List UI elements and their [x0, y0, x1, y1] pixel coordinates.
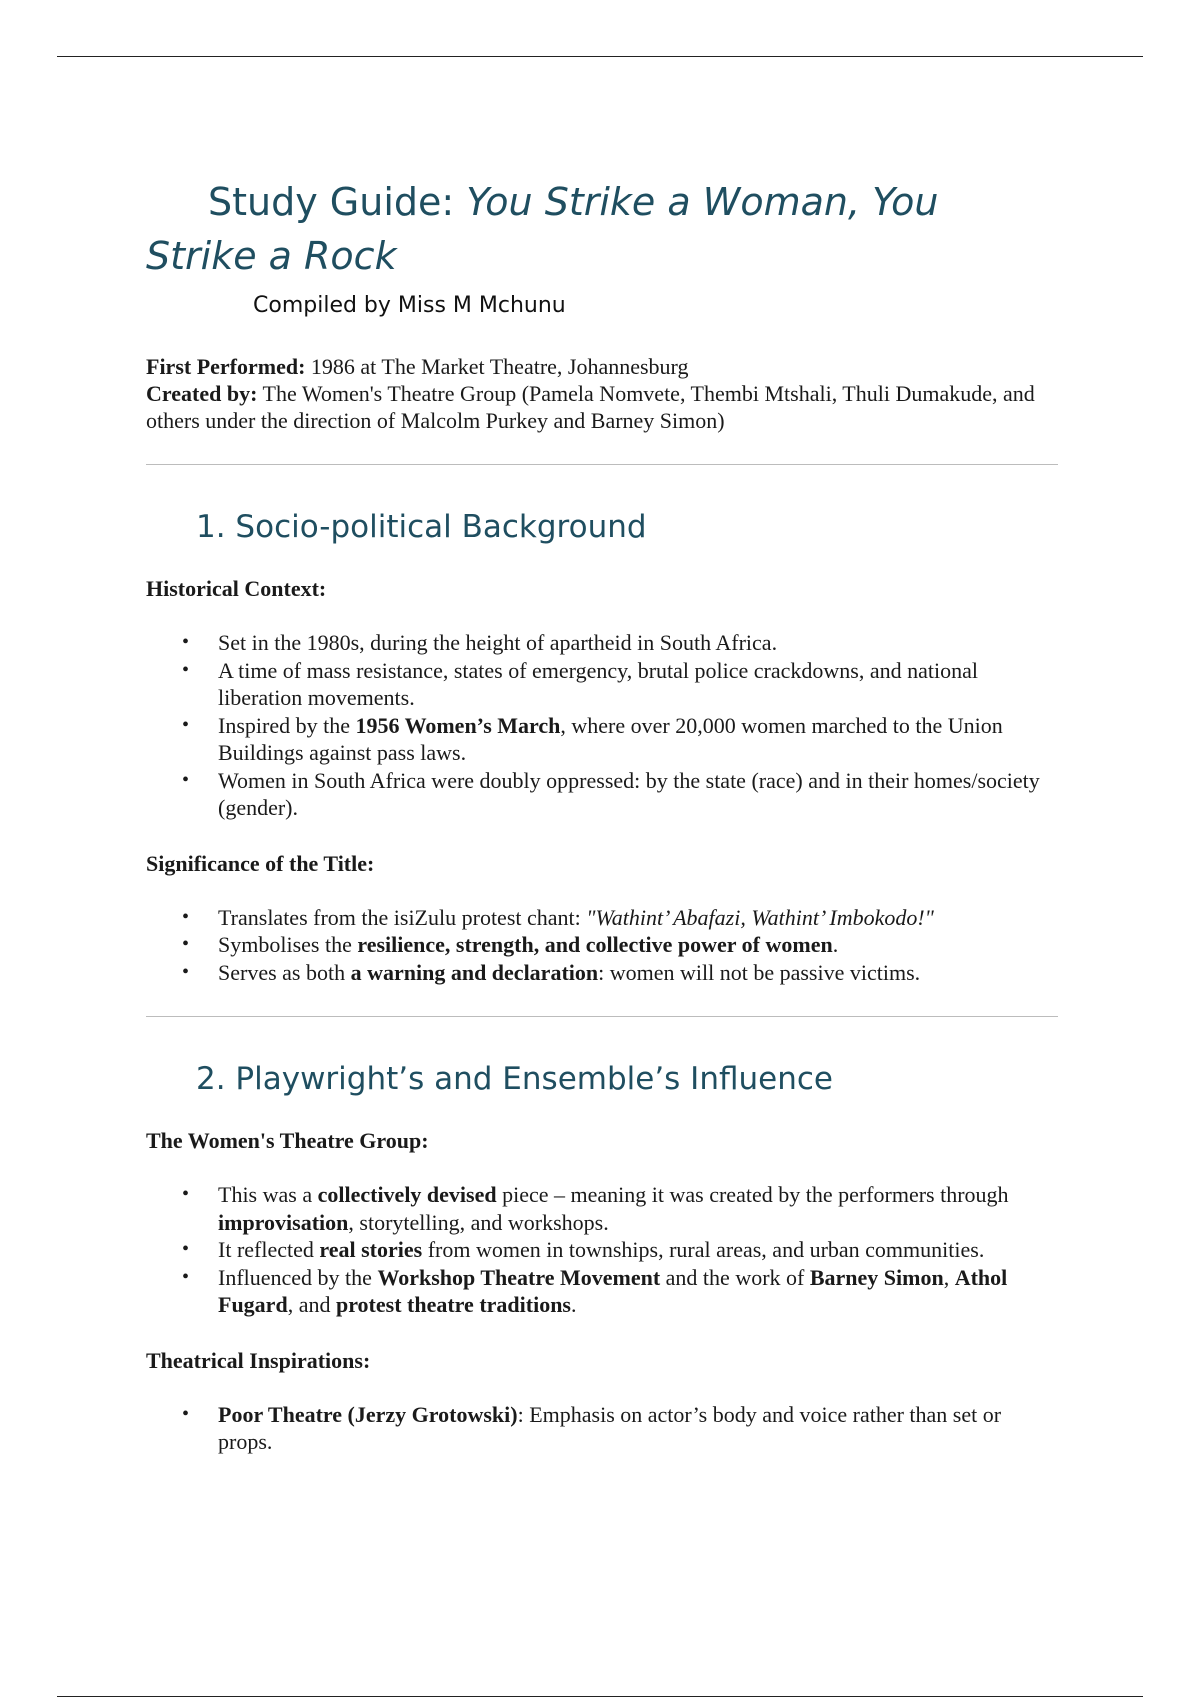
list-item: • Translates from the isiZulu protest chant: "Wathint’ Abafazi, Wathint’ Imbokodo!": [182, 904, 934, 930]
list-item: • Serves as both a warning and declaration: women will not be passive victims.: [182, 959, 921, 985]
created-by: [146, 380, 1058, 434]
title-prefix: Study Guide:: [208, 180, 467, 224]
historical-context-heading: Historical Context:: [146, 576, 327, 601]
list-item: • It reflected real stories from women in townships, rural areas, and urban communities.: [182, 1237, 985, 1262]
page-top-rule: [57, 56, 1143, 57]
section-2-title: 2. Playwright’s and Ensemble’s Influence: [196, 1061, 833, 1097]
title-play-name: You Strike a Woman, You Strike a Rock: [146, 180, 939, 278]
bullet-icon: •: [182, 1183, 190, 1205]
theatrical-inspirations-heading: Theatrical Inspirations:: [146, 1347, 371, 1373]
list-item: • Symbolises the resilience, strength, and collective power of women.: [182, 932, 839, 957]
first-performed-label: First Performed:: [146, 354, 306, 379]
first-performed: [146, 353, 1058, 380]
theatre-group-heading: The Women's Theatre Group:: [146, 1128, 429, 1153]
bullet-icon: •: [182, 933, 190, 955]
bullet-icon: •: [182, 1265, 190, 1288]
historical-context-list: [146, 629, 1058, 822]
bullet-icon: •: [182, 1238, 190, 1260]
list-item: • Poor Theatre (Jerzy Grotowski): Emphasis on actor’s body and voice rather than set or props.: [182, 1401, 1002, 1454]
bullet-icon: •: [182, 713, 190, 736]
first-performed-value: 1986 at The Market Theatre, Johannesburg: [305, 354, 689, 379]
theatre-group-list: [146, 1181, 1058, 1319]
bullet-icon: •: [182, 658, 190, 681]
section-divider: [146, 1016, 1058, 1017]
created-by-value: The Women's Theatre Group (Pamela Nomvete, Thembi Mtshali, Thuli Dumakude, and others under the direction of Malcolm Purkey and Barney Simon): [146, 381, 1035, 433]
list-item: • Women in South Africa were doubly oppressed: by the state (race) and in their homes/society (gender).: [182, 767, 1040, 820]
list-item: • Set in the 1980s, during the height of apartheid in South Africa.: [182, 630, 778, 655]
document-title: [146, 175, 1058, 283]
bullet-icon: •: [182, 768, 190, 791]
theatrical-inspirations-list: [146, 1401, 1058, 1456]
list-item: • Influenced by the Workshop Theatre Movement and the work of Barney Simon, Athol Fugard, and protest theatre traditions.: [182, 1264, 1008, 1317]
bullet-icon: •: [182, 1402, 190, 1425]
title-significance-list: [146, 904, 1058, 987]
list-item: • This was a collectively devised piece – meaning it was created by the performers through improvisation, storytelling, and workshops.: [182, 1182, 1009, 1235]
section-1-title: 1. Socio-political Background: [196, 509, 647, 545]
bullet-icon: •: [182, 631, 190, 653]
created-by-label: Created by:: [146, 381, 258, 406]
meta-info: [146, 353, 1058, 434]
list-item: • Inspired by the 1956 Women’s March, where over 20,000 women marched to the Union Buildings against pass laws.: [182, 712, 1003, 765]
bullet-icon: •: [182, 905, 190, 928]
document-body: [146, 175, 1058, 1456]
list-item: • A time of mass resistance, states of emergency, brutal police crackdowns, and national liberation movements.: [182, 657, 978, 710]
compiled-by: Compiled by Miss M Mchunu: [253, 293, 566, 318]
bullet-icon: •: [182, 960, 190, 983]
title-significance-heading: Significance of the Title:: [146, 850, 375, 876]
page-bottom-rule: [57, 1696, 1143, 1697]
section-divider: [146, 464, 1058, 465]
